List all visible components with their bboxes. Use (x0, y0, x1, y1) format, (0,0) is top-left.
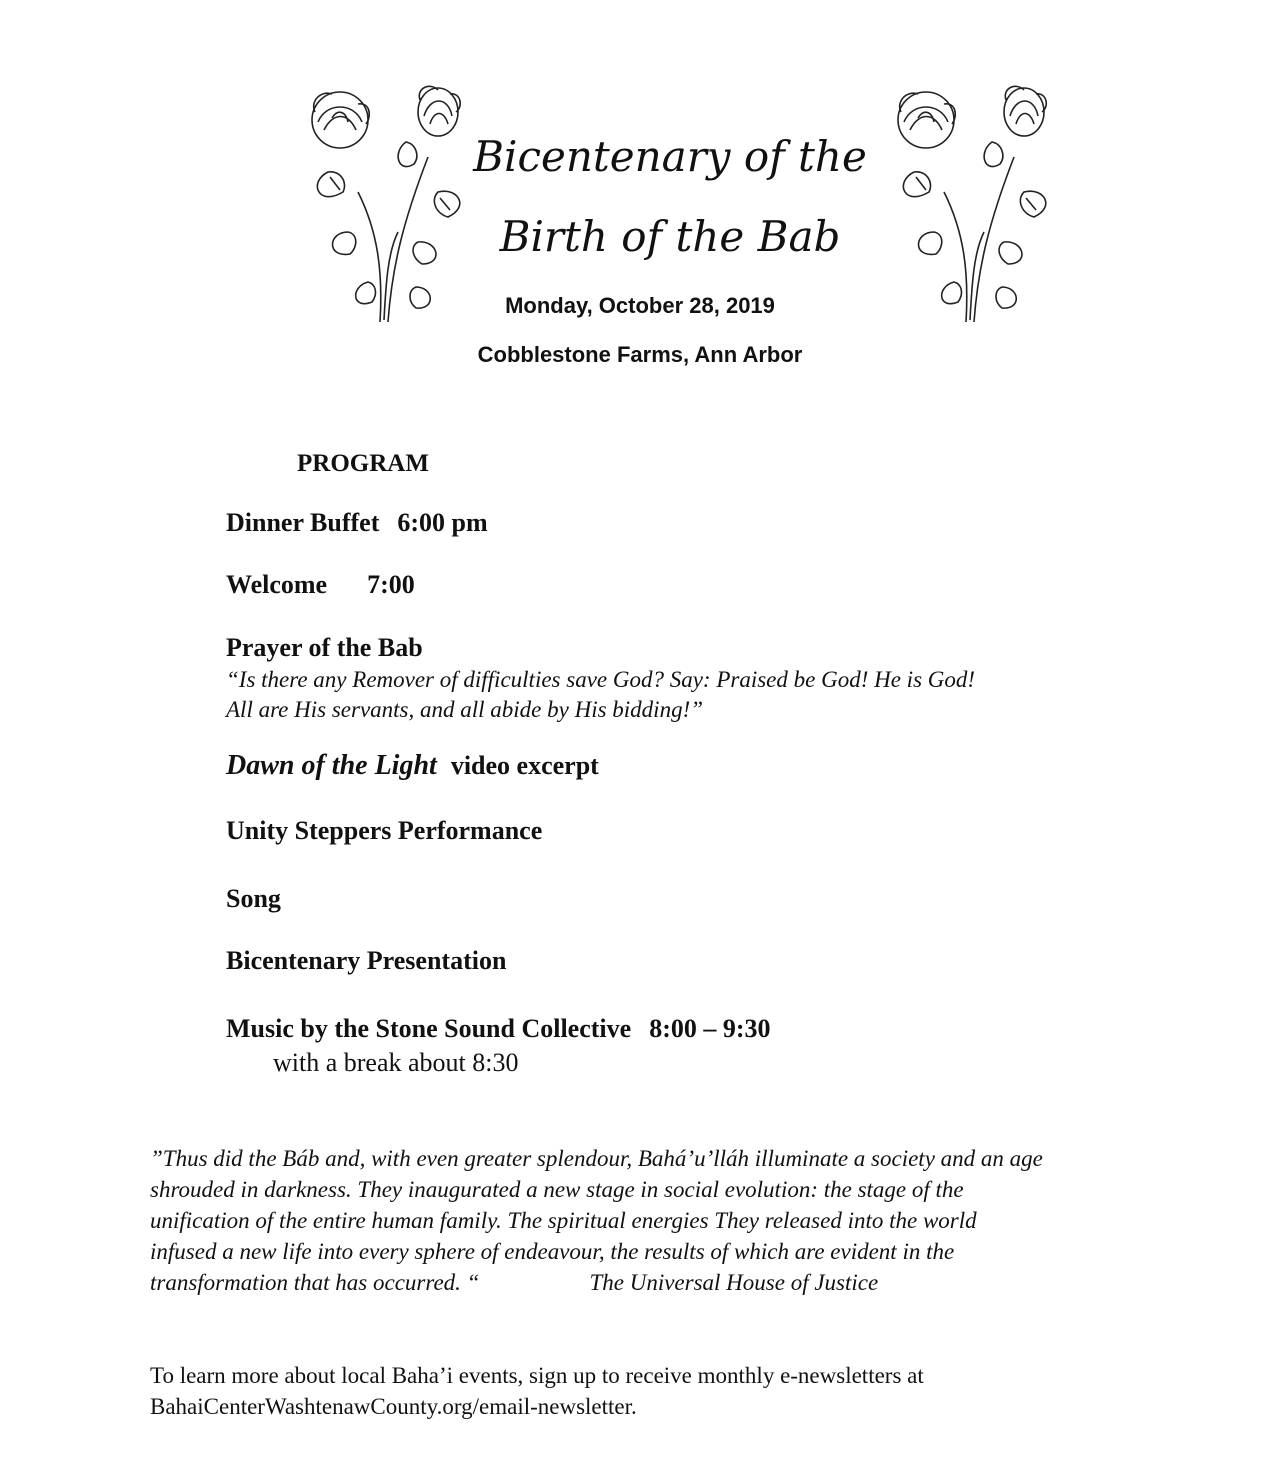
closing-quote-line-1: ”Thus did the Báb and, with even greater splendour, Bahá’u’lláh illuminate a society and an age (150, 1146, 1043, 1171)
closing-quote-line-5: transformation that has occurred. “ (150, 1270, 480, 1295)
quote-attribution: The Universal House of Justice (589, 1270, 879, 1295)
prayer-quote (226, 665, 975, 725)
prayer-quote-line-1: “Is there any Remover of difficulties save God? Say: Praised be God! He is God! (226, 667, 976, 692)
music-label: Music by the Stone Sound Collective (226, 1014, 632, 1043)
welcome-label: Welcome (226, 570, 328, 599)
rose-bouquet-right-icon (874, 82, 1064, 327)
program-item-music (226, 1014, 771, 1044)
program-item-presentation: Bicentenary Presentation (226, 946, 507, 975)
video-label: video excerpt (450, 751, 599, 780)
dinner-time: 6:00 pm (397, 508, 488, 537)
page-title-line-2: Birth of the Bab (499, 212, 841, 261)
event-date: Monday, October 28, 2019 (505, 293, 775, 318)
music-time: 8:00 – 9:30 (649, 1014, 771, 1043)
newsletter-link[interactable]: BahaiCenterWashtenawCounty.org/email-newsletter. (150, 1394, 637, 1419)
program-item-dinner (226, 508, 488, 538)
program-item-song: Song (226, 884, 281, 913)
program-heading: PROGRAM (297, 450, 429, 477)
footer-line-1: To learn more about local Baha’i events, sign up to receive monthly e-newsletters at (150, 1363, 924, 1388)
rose-bouquet-left-icon (288, 82, 478, 327)
program-item-prayer: Prayer of the Bab (226, 633, 423, 662)
closing-quote-line-4: infused a new life into every sphere of endeavour, the results of which are evident in the (150, 1239, 955, 1264)
closing-quote (150, 1143, 1150, 1298)
program-item-welcome (226, 570, 415, 600)
dinner-label: Dinner Buffet (226, 508, 380, 537)
closing-quote-line-3: unification of the entire human family. The spiritual energies They released into the world (150, 1208, 977, 1233)
page-title-line-1: Bicentenary of the (473, 132, 867, 181)
event-venue: Cobblestone Farms, Ann Arbor (477, 342, 803, 367)
closing-quote-line-2: shrouded in darkness. They inaugurated a new stage in social evolution: the stage of the (150, 1177, 964, 1202)
prayer-quote-line-2: All are His servants, and all abide by His bidding!” (226, 697, 704, 722)
welcome-time: 7:00 (367, 570, 415, 599)
program-item-video (226, 750, 599, 782)
music-note: with a break about 8:30 (273, 1048, 519, 1077)
footer-note (150, 1360, 924, 1422)
program-item-unity: Unity Steppers Performance (226, 816, 543, 845)
video-film-title: Dawn of the Light (226, 750, 437, 781)
